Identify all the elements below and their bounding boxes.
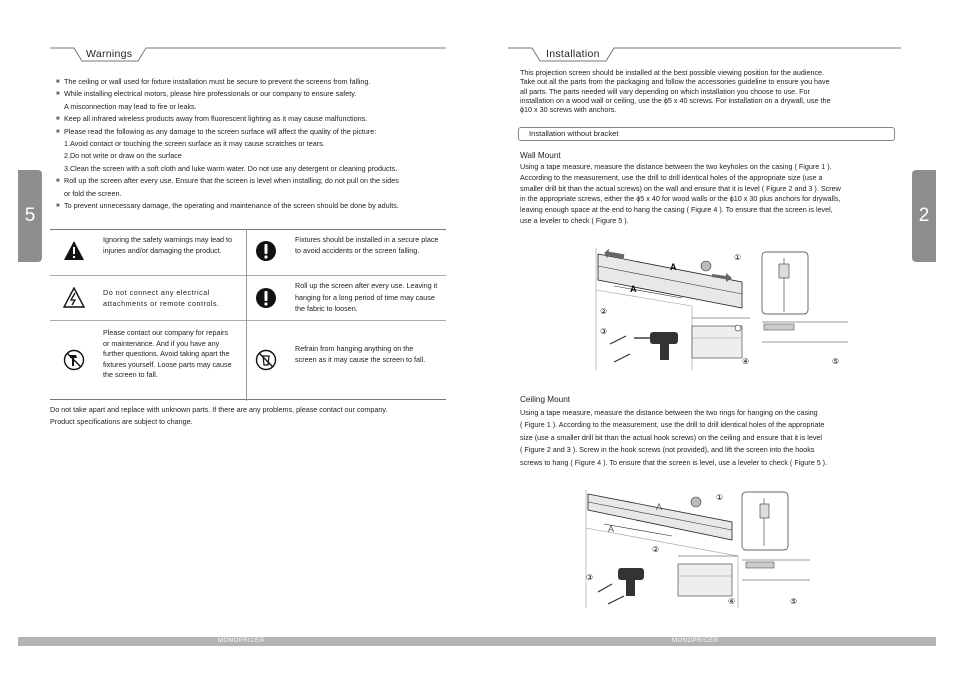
instruction-line: ( Figure 1 ). According to the measurement, use the drill to drill identical holes of the appropriate (520, 420, 825, 430)
fig-number-4: ④ (728, 597, 736, 606)
instruction-line: in the appropriate screws, either the ϕ5 x 40 for wood walls or the ϕ10 x 30 plus anchors for drywalls, (520, 194, 841, 204)
instruction-line: According to the measurement, use the drill to drill identical holes of the appropriate size (use a (520, 172, 823, 182)
bullet-icon: ■ (56, 79, 60, 85)
bullet-icon: ■ (56, 116, 60, 123)
intro-line: Take out all the parts from the packaging and follow the accessories guideline to ensure you have (520, 77, 830, 87)
installation-intro (520, 68, 892, 114)
warning-subitem: 3.Clean the screen with a soft cloth and luke warm water. Do not use any detergent or cleaning products. (64, 163, 398, 173)
instruction-line: ( Figure 2 and 3 ). Screw in the hook screws (not provided), and lift the screen into the hooks (520, 445, 815, 455)
bullet-icon: ■ (56, 178, 60, 185)
grid-divider (50, 229, 446, 230)
warning-subitem: 1.Avoid contact or touching the screen surface as it may cause scratches or tears. (64, 139, 325, 149)
grid-divider-vertical (246, 229, 247, 401)
bullet-icon: ■ (56, 91, 60, 98)
left-footer-note (50, 404, 446, 428)
warning-item: ■ Keep all infrared wireless products away from fluorescent lighting as it may cause malfunctions. (56, 113, 446, 125)
grid-divider (50, 320, 446, 321)
safety-text-secure-place: Fixtures should be installed in a secure place to avoid accidents or the screen falling. (295, 235, 439, 255)
instruction-line: size (use a smaller drill bit than the actual hook screws) on the ceiling and ensure that it is level (520, 432, 823, 442)
fig-number-3: ③ (600, 327, 608, 336)
warning-triangle-icon (63, 240, 85, 262)
warning-item-continuation: A misconnection may lead to fire or leaks. (64, 101, 197, 111)
bullet-icon: ■ (56, 128, 60, 135)
instruction-line: Using a tape measure, measure the distance between the two rings for hanging on the casing (520, 408, 818, 417)
screws-icon (598, 584, 624, 604)
instruction-line: Using a tape measure, measure the distance between the two keyholes on the casing ( Figure 1 ). (520, 162, 832, 171)
leveler-detail (762, 322, 848, 342)
fig-number-5: ⑤ (832, 357, 840, 366)
fig-number-2: ② (600, 307, 608, 316)
wall-mount-illustration (592, 246, 854, 372)
page-number-tab-left (18, 170, 42, 262)
fig-number-1: ① (716, 493, 724, 502)
intro-line: all parts. The parts needed will vary depending on which installation you choose to use. For (520, 86, 810, 96)
fig-number-4: ④ (742, 357, 750, 366)
wall-mount-heading: Wall Mount (520, 151, 561, 160)
instruction-line: smaller drill bit than the actual screws) on the wall and ensure that it is level ( Figure 2 and 3 ). Screw (520, 183, 841, 193)
fig-label-a: A (670, 262, 677, 272)
fig-label-a: A (608, 524, 615, 534)
warning-item: ■ While installing electrical motors, please hire professionals or our company to ensure safety. (56, 88, 446, 100)
drill-icon (618, 568, 644, 596)
brand-logo-right: MONOPRICE® (672, 638, 719, 644)
fig-number-1: ① (734, 253, 742, 262)
grid-divider (50, 275, 446, 276)
page-number-left: 5 (24, 205, 36, 226)
warning-subitem: 2.Do not write or draw on the surface (64, 151, 182, 161)
fig-number-3: ③ (586, 573, 594, 582)
footer-note-line: Product specifications are subject to change. (50, 417, 193, 426)
warnings-header (50, 46, 446, 66)
page-number-right: 2 (918, 205, 930, 226)
warning-item-continuation: or fold the screen. (64, 188, 122, 198)
fig-label-a: A (656, 502, 663, 512)
fig-label-a: A (630, 284, 637, 294)
instruction-line: use a leveler to check ( Figure 5 ). (520, 215, 629, 225)
warnings-title: Warnings (86, 48, 133, 60)
intro-line: This projection screen should be installed at the best possible viewing position for the audience. (520, 68, 825, 77)
intro-line: ϕ10 x 30 screws with anchors. (520, 105, 617, 115)
wall-mount-instructions (520, 162, 900, 227)
warnings-list (56, 76, 446, 212)
safety-icon-grid (50, 229, 446, 401)
mandatory-exclamation-icon (255, 287, 277, 309)
ceiling-mount-illustration (582, 488, 814, 612)
installation-title: Installation (546, 48, 600, 60)
instruction-line: leaving enough space at the end to hang the casing ( Figure 4 ). To ensure that the screen is level, (520, 205, 833, 215)
mandatory-exclamation-icon (255, 240, 277, 262)
warning-item: ■ Please read the following as any damage to the screen surface will affect the quality of the picture: (56, 126, 446, 138)
casing-hanging-detail (678, 556, 738, 596)
electric-shock-icon (63, 287, 85, 309)
installation-header (508, 46, 901, 66)
warning-item: ■ To prevent unnecessary damage, the operating and maintenance of the screen should be done by adults. (56, 200, 446, 212)
safety-text-warnings: Ignoring the safety warnings may lead to injuries and/or damaging the product. (103, 235, 233, 255)
instruction-line: screws to hang ( Figure 4 ). To ensure that the screen is level, use a leveler to check ( Figure 5 ). (520, 457, 828, 467)
fig-number-5: ⑤ (790, 597, 798, 606)
page-number-tab-right (912, 170, 936, 262)
footer-bar (18, 637, 936, 646)
grid-divider (50, 399, 446, 400)
safety-text-repairs: Please contact our company for repairs or maintenance. And if you have any further questions. Avoid taking apart the fixtures yourself. Loose parts may cause the screen to fall. (103, 328, 232, 380)
fig-number-2: ② (652, 545, 660, 554)
intro-line: installation on a wood wall or ceiling, use the ϕ5 x 40 screws. For installation on a drywall, use the (520, 95, 831, 105)
footer-note-line: Do not take apart and replace with unknown parts. If there are any problems, please contact our company. (50, 405, 388, 414)
safety-text-no-hanging: Refrain from hanging anything on the screen as it may cause the screen to fall. (295, 344, 426, 364)
no-hanging-objects-icon (255, 349, 277, 371)
safety-text-roll-up: Roll up the screen after every use. Leaving it hanging for a long period of time may cause the fabric to loosen. (295, 281, 438, 313)
no-disassembly-icon (63, 349, 85, 371)
ceiling-mount-instructions (520, 407, 900, 469)
drill-icon (634, 332, 678, 360)
brand-logo-left: MONOPRICE® (218, 638, 265, 644)
casing-hanging-detail (692, 318, 750, 358)
ceiling-mount-heading: Ceiling Mount (520, 395, 571, 404)
bullet-icon: ■ (56, 203, 60, 210)
installation-without-bracket-label: Installation without bracket (518, 127, 895, 141)
screws-icon (610, 336, 630, 362)
warning-item: ■ Roll up the screen after every use. Ensure that the screen is level when installing; do not pull on the sides (56, 175, 446, 187)
safety-text-electrical: Do not connect any electrical attachments or remote controls. (103, 288, 220, 308)
leveler-detail (742, 560, 810, 580)
warning-item: ■ The ceiling or wall used for fixture installation must be secure to prevent the screens from falling. (56, 76, 446, 88)
